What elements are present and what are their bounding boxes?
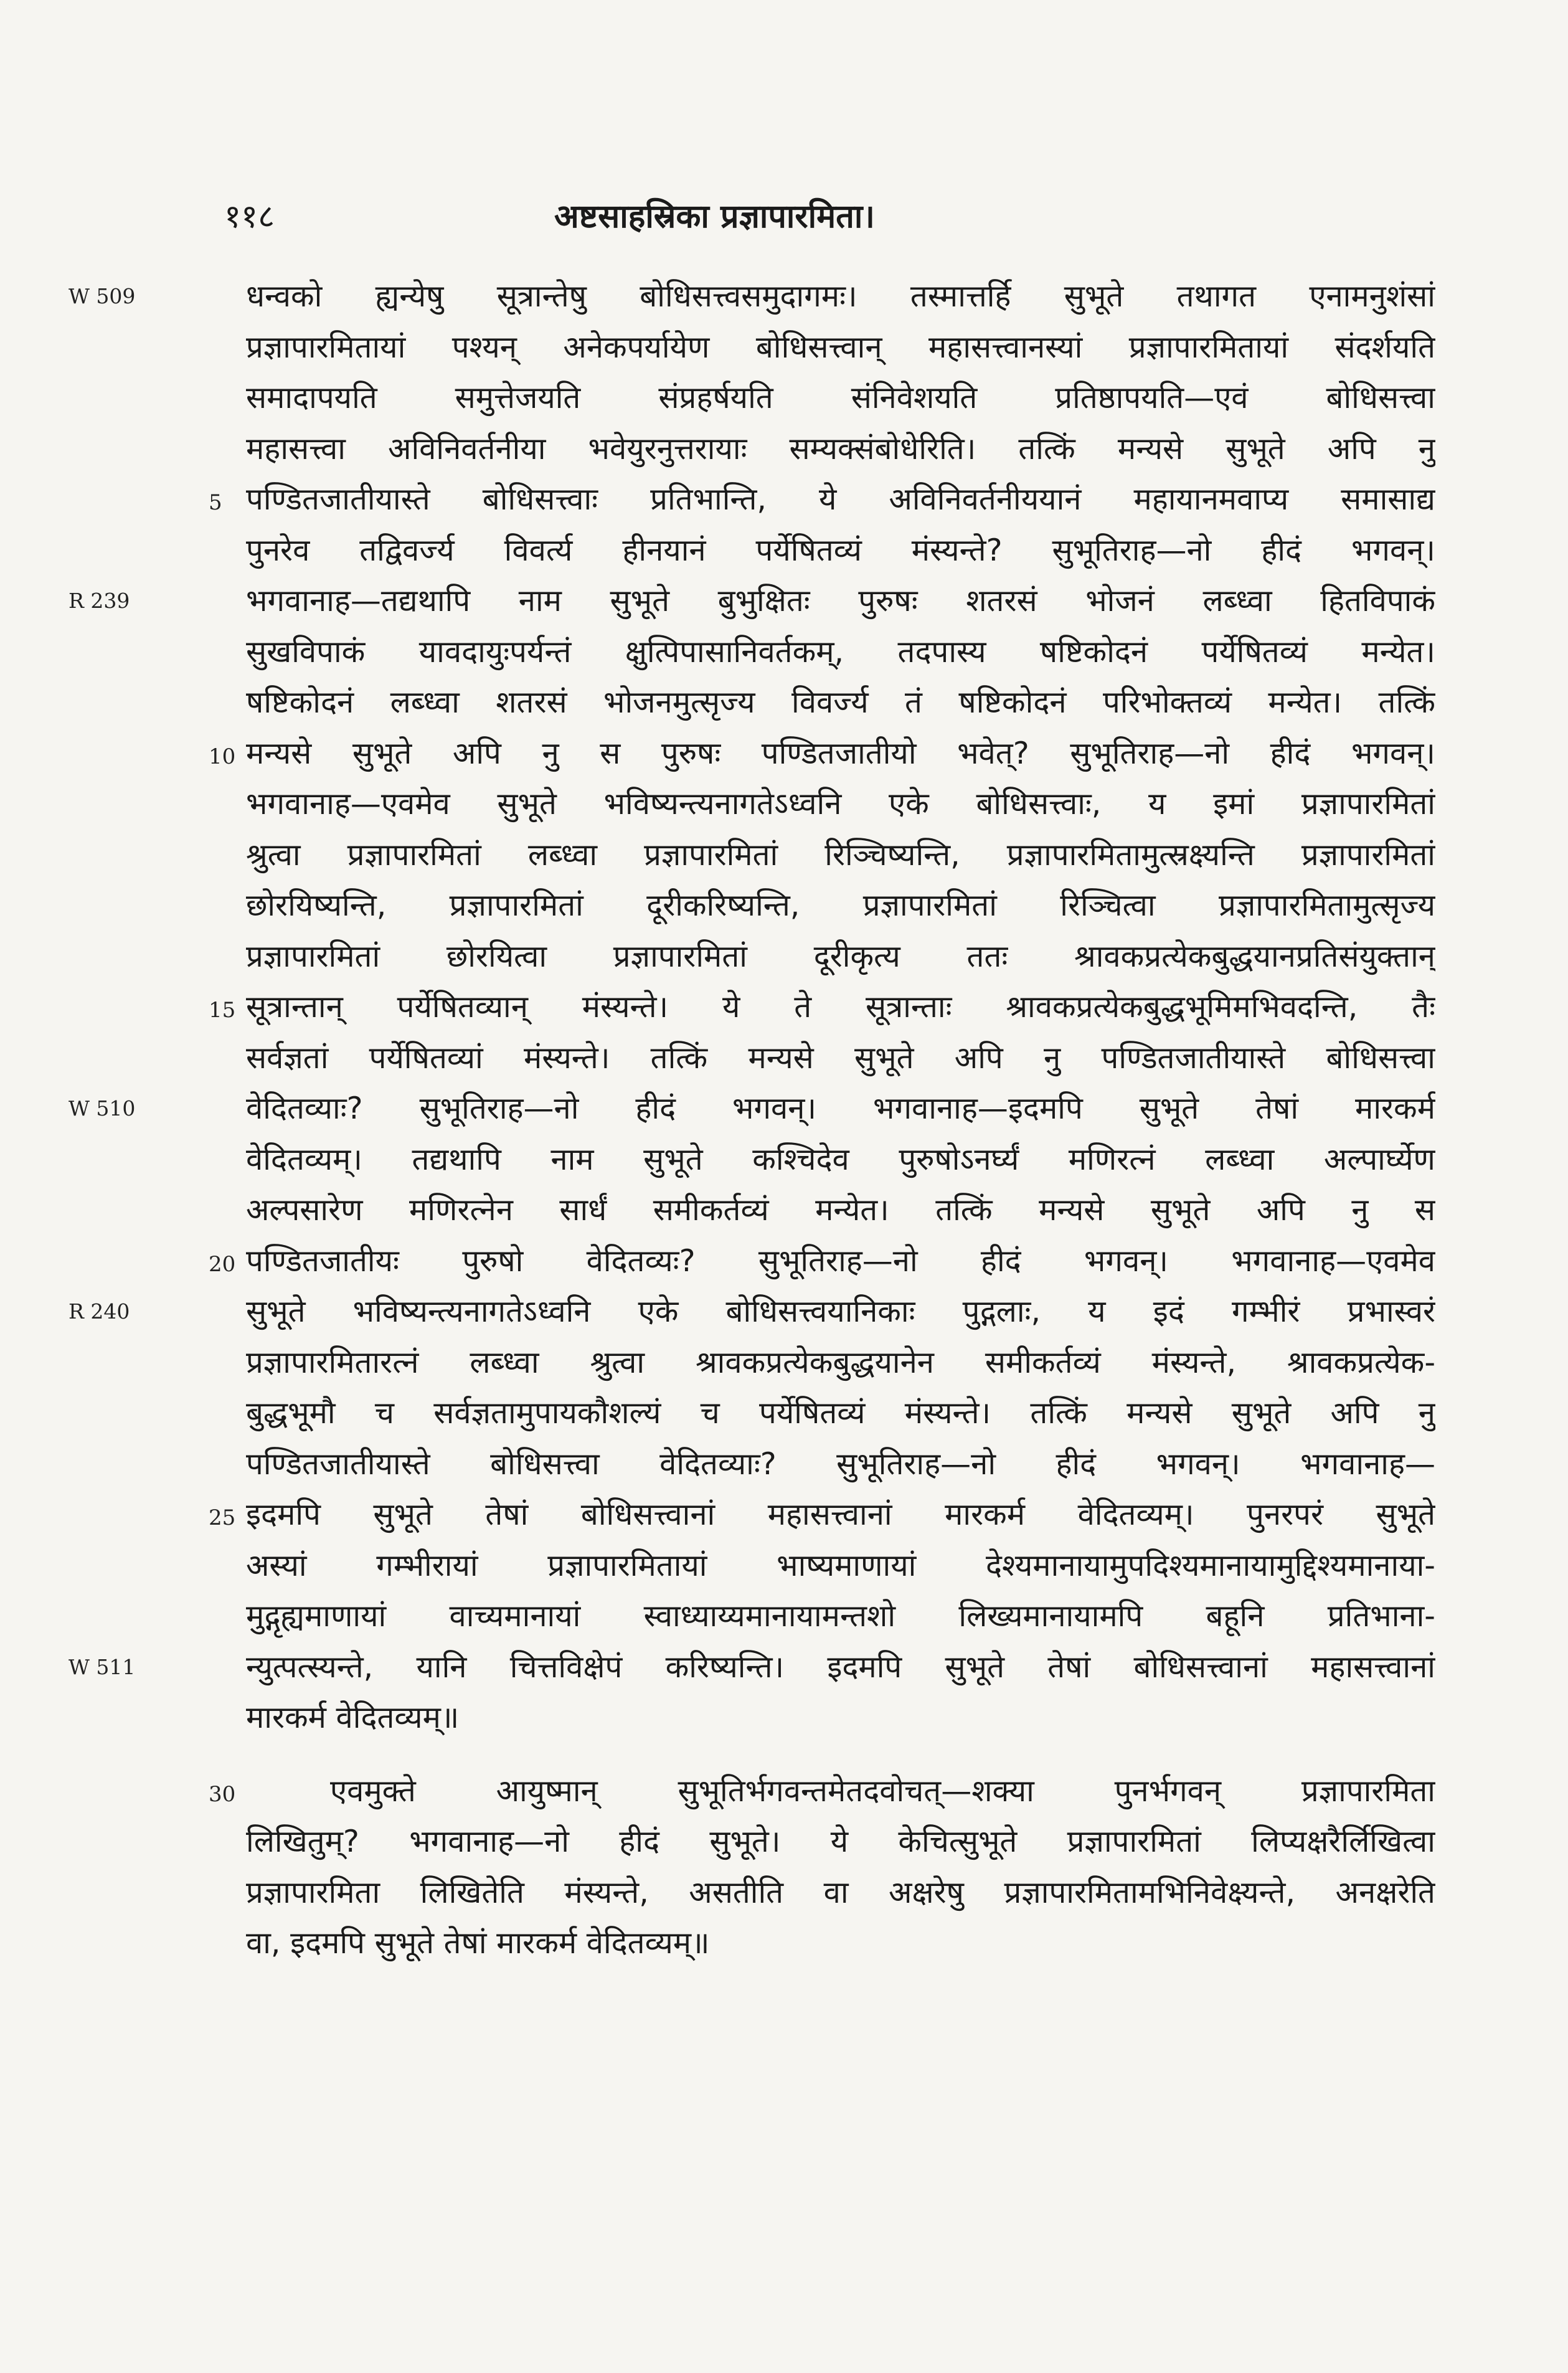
text-line: सुभूते भविष्यन्त्यनागतेऽध्वनि एके बोधिसत्त्वयानिकाः पुद्गलाः, य इदं गम्भीरं प्रभास्वरं bbox=[246, 1294, 1435, 1329]
line-number: 20 bbox=[209, 1251, 236, 1277]
text-line: लिखितुम्? भगवानाह—नो हीदं सुभूते। ये केचित्सुभूते प्रज्ञापारमितां लिप्यक्षरैर्लिखित्वा bbox=[246, 1824, 1435, 1859]
text-line: न्युत्पत्स्यन्ते, यानि चित्तविक्षेपं करिष्यन्ति। इदमपि सुभूते तेषां बोधिसत्त्वानां महासत्त्वानां bbox=[246, 1649, 1435, 1685]
text-line: श्रुत्वा प्रज्ञापारमितां लब्ध्वा प्रज्ञापारमितां रिञ्चिष्यन्ति, प्रज्ञापारमितामुत्स्रक्ष्यन्ति प्रज्ञापारमितां bbox=[246, 836, 1435, 873]
text-line: षष्टिकोदनं लब्ध्वा शतरसं भोजनमुत्सृज्य विवर्ज्य तं षष्टिकोदनं परिभोक्तव्यं मन्येत। तत्किं bbox=[246, 684, 1435, 720]
text-line: धन्वको ह्यन्येषु सूत्रान्तेषु बोधिसत्त्वसमुदागमः। तस्मात्तर्हि सुभूते तथागत एनामनुशंसां bbox=[246, 278, 1435, 314]
text-line: पण्डितजातीयास्ते बोधिसत्त्वा वेदितव्याः? सुभूतिराह—नो हीदं भगवन्। भगवानाह— bbox=[246, 1446, 1435, 1482]
line-number: 15 bbox=[209, 998, 236, 1023]
text-line: वा, इदमपि सुभूते तेषां मारकर्म वेदितव्यम्॥ bbox=[246, 1925, 710, 1961]
margin-reference: W 510 bbox=[68, 1096, 136, 1120]
page-header bbox=[212, 187, 1457, 243]
page-number: ११८ bbox=[224, 198, 275, 235]
text-line: भगवानाह—तद्यथापि नाम सुभूते बुभुक्षितः पुरुषः शतरसं भोजनं लब्ध्वा हितविपाकं bbox=[246, 583, 1435, 618]
line-number: 25 bbox=[209, 1505, 236, 1530]
text-line: प्रज्ञापारमिता लिखितेति मंस्यन्ते, असतीति वा अक्षरेषु प्रज्ञापारमितामभिनिवेक्ष्यन्ते, अनक्षरेति bbox=[246, 1874, 1435, 1910]
text-line: इदमपि सुभूते तेषां बोधिसत्त्वानां महासत्त्वानां मारकर्म वेदितव्यम्। पुनरपरं सुभूते bbox=[246, 1497, 1435, 1532]
paragraph-gap bbox=[246, 1743, 1435, 1766]
text-line: छोरयिष्यन्ति, प्रज्ञापारमितां दूरीकरिष्यन्ति, प्रज्ञापारमितां रिञ्चित्वा प्रज्ञापारमितामुत्सृज्य bbox=[246, 888, 1435, 923]
running-title: अष्टसाहस्रिका प्रज्ञापारमिता। bbox=[554, 198, 876, 235]
text-line: वेदितव्यम्। तद्यथापि नाम सुभूते कश्चिदेव पुरुषोऽनर्घ्यं मणिरत्नं लब्ध्वा अल्पार्घ्येण bbox=[246, 1141, 1435, 1177]
text-line: सुखविपाकं यावदायुःपर्यन्तं क्षुत्पिपासानिवर्तकम्, तदपास्य षष्टिकोदनं पर्येषितव्यं मन्येत। bbox=[246, 633, 1435, 670]
text-line: महासत्त्वा अविनिवर्तनीया भवेयुरनुत्तरायाः सम्यक्संबोधेरिति। तत्किं मन्यसे सुभूते अपि नु bbox=[246, 430, 1435, 467]
text-line: पुनरेव तद्विवर्ज्य विवर्त्य हीनयानं पर्येषितव्यं मंस्यन्ते? सुभूतिराह—नो हीदं भगवन्। bbox=[246, 532, 1435, 568]
text-line: पण्डितजातीयास्ते बोधिसत्त्वाः प्रतिभान्ति, ये अविनिवर्तनीययानं महायानमवाप्य समासाद्य bbox=[246, 481, 1435, 517]
text-line: पण्डितजातीयः पुरुषो वेदितव्यः? सुभूतिराह—नो हीदं भगवन्। भगवानाह—एवमेव bbox=[246, 1243, 1435, 1279]
text-line: वेदितव्याः? सुभूतिराह—नो हीदं भगवन्। भगवानाह—इदमपि सुभूते तेषां मारकर्म bbox=[246, 1091, 1435, 1126]
margin-reference: W 511 bbox=[68, 1654, 136, 1679]
text-line: सर्वज्ञतां पर्येषितव्यां मंस्यन्ते। तत्किं मन्यसे सुभूते अपि नु पण्डितजातीयास्ते बोधिसत्त्वा bbox=[246, 1040, 1435, 1076]
line-number: 30 bbox=[209, 1781, 236, 1807]
line-number: 5 bbox=[209, 490, 222, 515]
text-line: अस्यां गम्भीरायां प्रज्ञापारमितायां भाष्यमाणायां देश्यमानायामुपदिश्यमानायामुद्दिश्यमानाया- bbox=[246, 1547, 1435, 1583]
margin-reference: R 239 bbox=[68, 589, 130, 613]
margin-reference: W 509 bbox=[68, 284, 136, 308]
text-line: मारकर्म वेदितव्यम्॥ bbox=[246, 1700, 460, 1735]
text-line: मुद्गृह्यमाणायां वाच्यमानायां स्वाध्याय्यमानायामन्तशो लिख्यमानायामपि बहूनि प्रतिभाना- bbox=[246, 1598, 1435, 1634]
text-line: समादापयति समुत्तेजयति संप्रहर्षयति संनिवेशयति प्रतिष्ठापयति—एवं बोधिसत्त्वा bbox=[246, 380, 1435, 415]
text-line: मन्यसे सुभूते अपि नु स पुरुषः पण्डितजातीयो भवेत्? सुभूतिराह—नो हीदं भगवन्। bbox=[246, 735, 1435, 771]
text-line: प्रज्ञापारमितायां पश्यन् अनेकपर्यायेण बोधिसत्त्वान् महासत्त्वानस्यां प्रज्ञापारमितायां संदर्शयति bbox=[246, 329, 1435, 365]
text-line: भगवानाह—एवमेव सुभूते भविष्यन्त्यनागतेऽध्वनि एके बोधिसत्त्वाः, य इमां प्रज्ञापारमितां bbox=[246, 786, 1435, 822]
margin-reference: R 240 bbox=[68, 1299, 130, 1324]
text-line: प्रज्ञापारमितारत्नं लब्ध्वा श्रुत्वा श्रावकप्रत्येकबुद्धयानेन समीकर्तव्यं मंस्यन्ते, श्रावकप्रत्येक- bbox=[246, 1344, 1435, 1380]
text-line: सूत्रान्तान् पर्येषितव्यान् मंस्यन्ते। ये ते सूत्रान्ताः श्रावकप्रत्येकबुद्धभूमिमभिवदन्ति, तैः bbox=[246, 989, 1435, 1025]
text-line: प्रज्ञापारमितां छोरयित्वा प्रज्ञापारमितां दूरीकृत्य ततः श्रावकप्रत्येकबुद्धयानप्रतिसंयुक्तान् bbox=[246, 938, 1435, 974]
text-line: बुद्धभूमौ च सर्वज्ञतामुपायकौशल्यं च पर्येषितव्यं मंस्यन्ते। तत्किं मन्यसे सुभूते अपि नु bbox=[246, 1395, 1435, 1431]
text-line: अल्पसारेण मणिरत्नेन सार्धं समीकर्तव्यं मन्येत। तत्किं मन्यसे सुभूते अपि नु स bbox=[246, 1192, 1435, 1228]
line-number: 10 bbox=[209, 744, 236, 769]
body-text bbox=[246, 271, 1435, 1969]
text-line: एवमुक्ते आयुष्मान् सुभूतिर्भगवन्तमेतदवोचत्—शक्या पुनर्भगवन् प्रज्ञापारमिता bbox=[330, 1773, 1435, 1809]
